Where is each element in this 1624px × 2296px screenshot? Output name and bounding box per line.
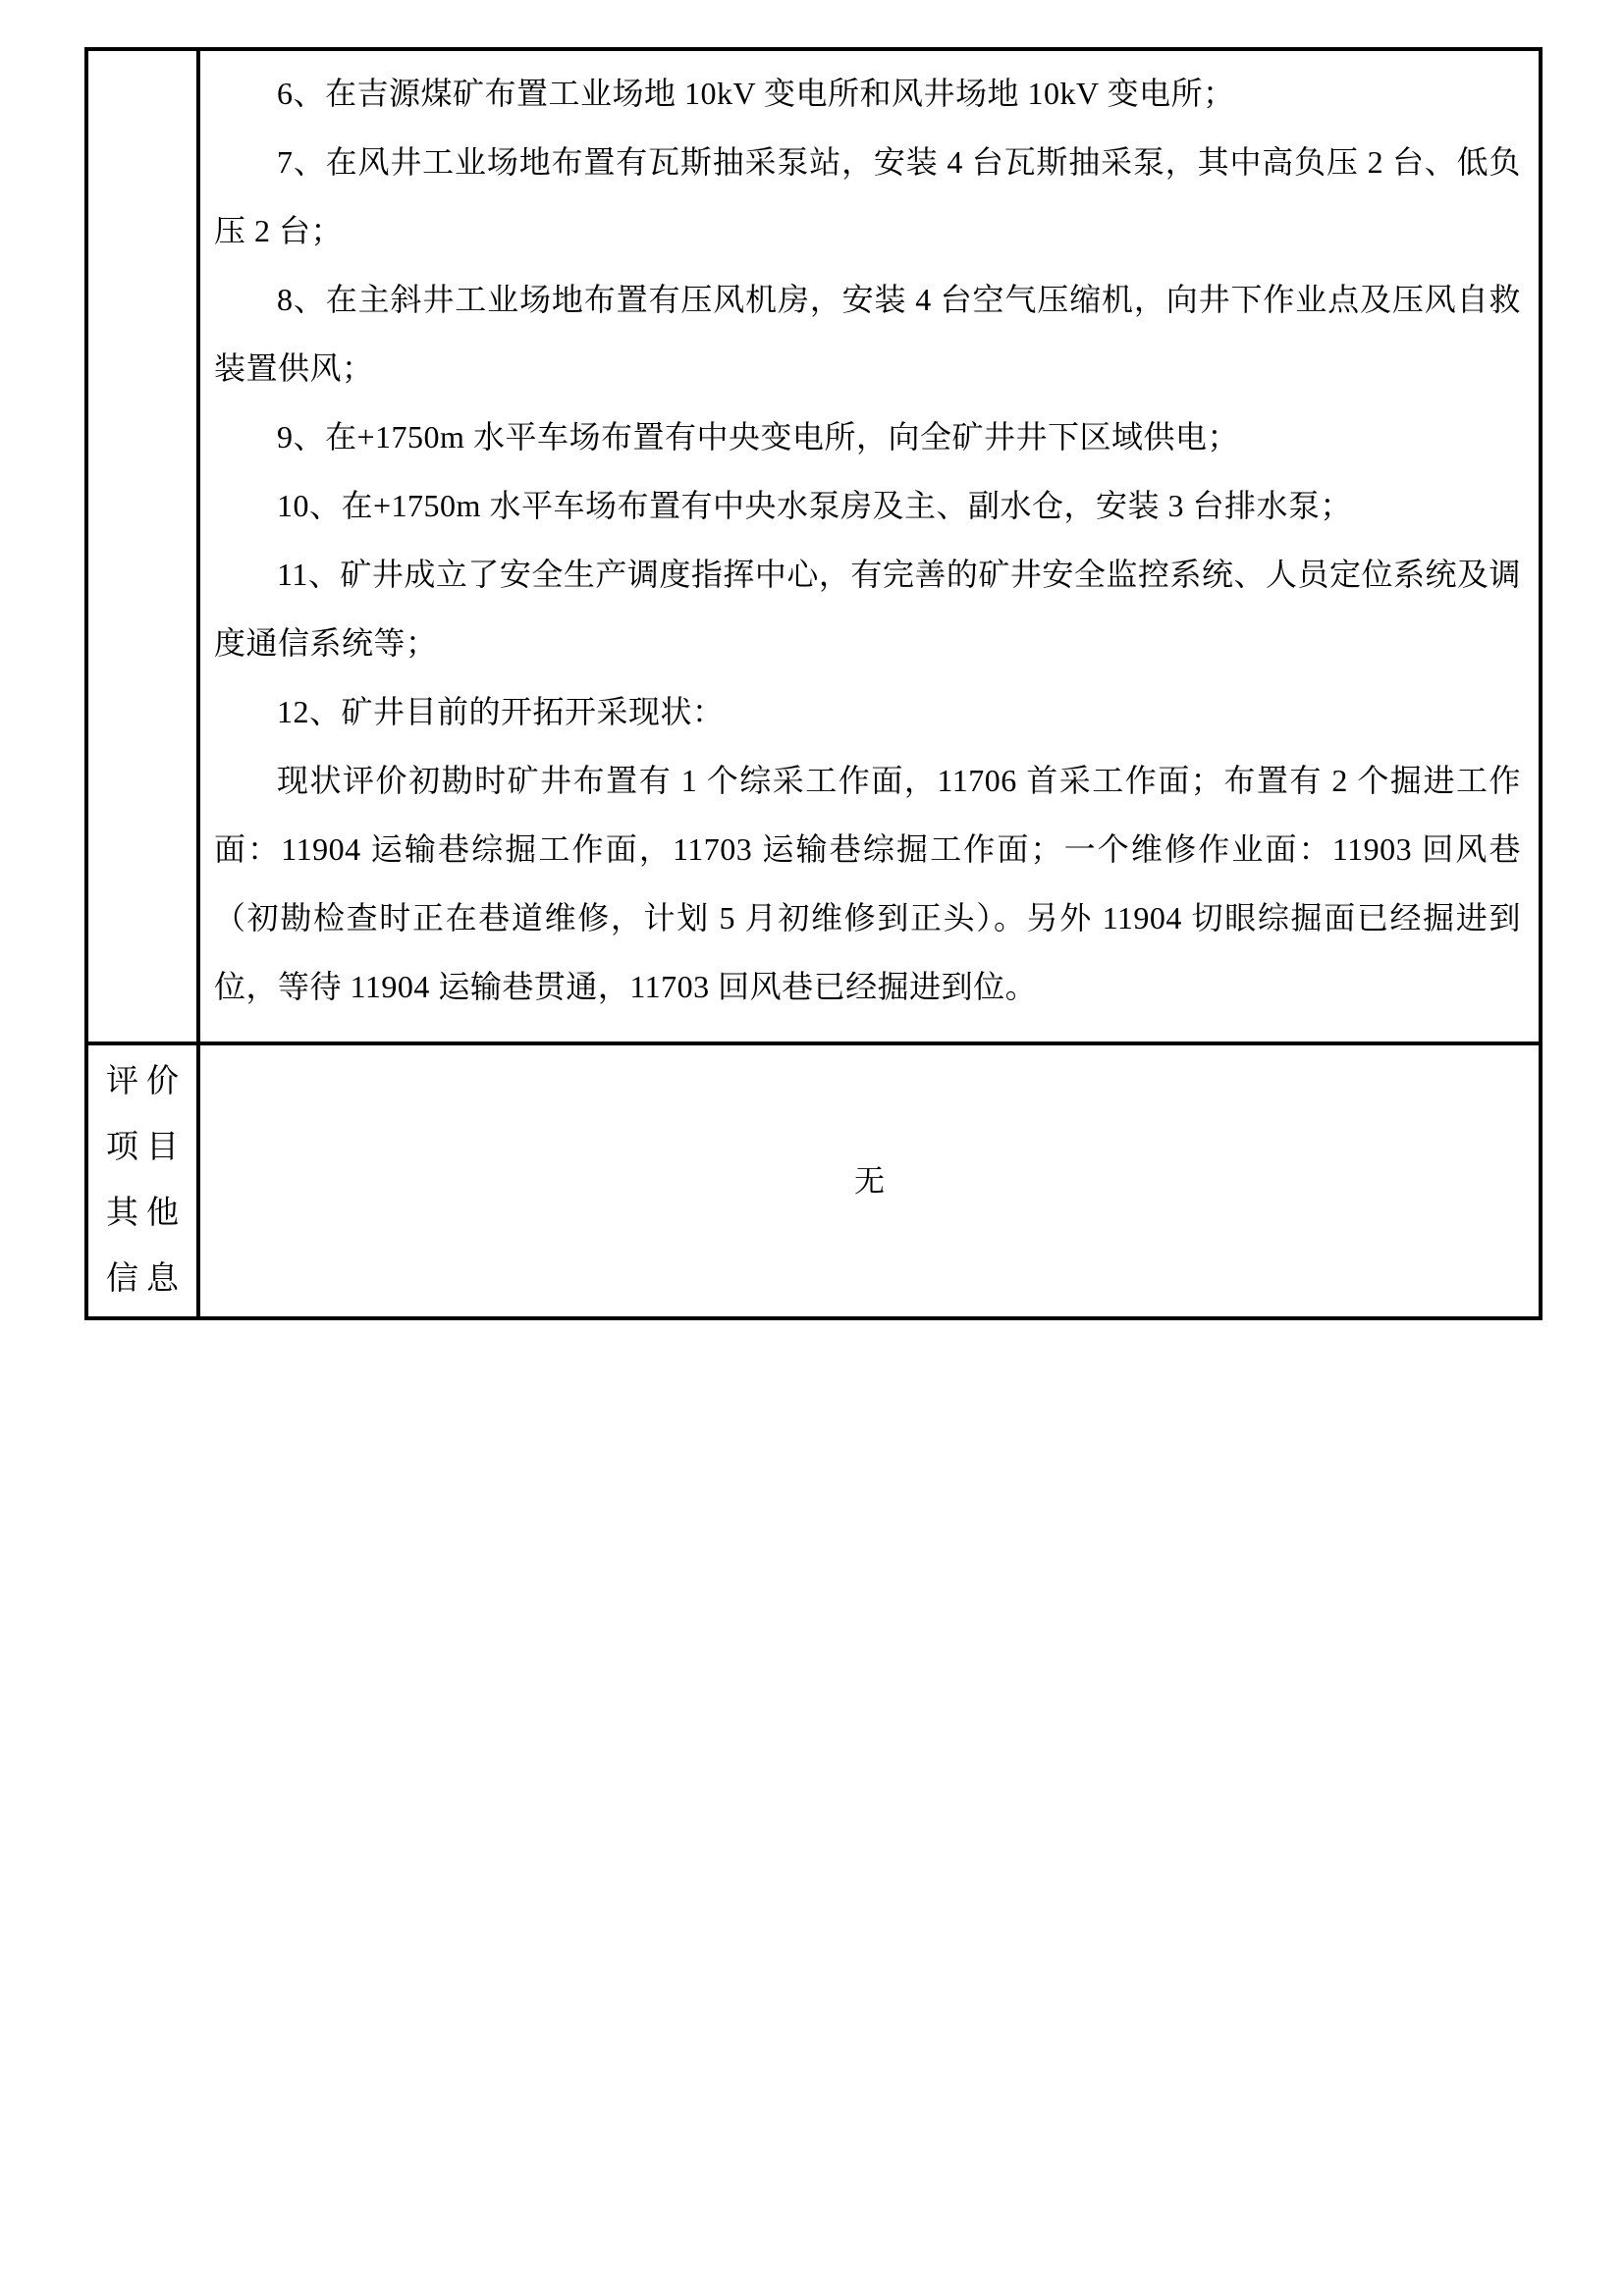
- row2-header-line-2: 项目: [106, 1130, 187, 1165]
- paragraph-current-status: 现状评价初勘时矿井布置有 1 个综采工作面，11706 首采工作面；布置有 2 个掘进工作面：11904 运输巷综掘工作面，11703 运输巷综掘工作面；一个维修作业面：11903 回风巷（初勘检查时正在巷道维修，计划 5 月初维修到正头）。另外 11904 切眼综掘面已经掘进到位，等待 11904 运输巷贯通，11703 回风巷已经掘进到位。: [214, 763, 1521, 1004]
- row1-label-cell-empty: [88, 51, 200, 1045]
- paragraph-item-6: 6、在吉源煤矿布置工业场地 10kV 变电所和风井场地 10kV 变电所；: [277, 76, 1235, 111]
- other-info-content-cell: [200, 1045, 1539, 1316]
- paragraph-item-10: 10、在+1750m 水平车场布置有中央水泵房及主、副水仓，安装 3 台排水泵；: [277, 488, 1352, 523]
- row2-header-cell: [88, 1045, 200, 1316]
- row2-header-line-1: 评价: [106, 1064, 187, 1099]
- paragraph-item-7: 7、在风井工业场地布置有瓦斯抽采泵站，安装 4 台瓦斯抽采泵，其中高负压 2 台、低负压 2 台；: [214, 144, 1521, 248]
- paragraph-item-8: 8、在主斜井工业场地布置有压风机房，安装 4 台空气压缩机，向井下作业点及压风自救装置供风；: [214, 282, 1521, 386]
- paragraph-item-11: 11、矿井成立了安全生产调度指挥中心，有完善的矿井安全监控系统、人员定位系统及调度通信系统等；: [214, 557, 1521, 661]
- paragraph-item-9: 9、在+1750m 水平车场布置有中央变电所，向全矿井井下区域供电；: [277, 419, 1239, 454]
- paragraph-item-12: 12、矿井目前的开拓开采现状：: [277, 694, 725, 729]
- row2-header-line-3: 其他: [106, 1196, 187, 1231]
- other-info-none-value: 无: [854, 1163, 885, 1199]
- evaluation-table: [84, 47, 1543, 1320]
- row2-header-line-4: 信息: [106, 1261, 187, 1297]
- mine-status-text-cell: [200, 51, 1539, 1045]
